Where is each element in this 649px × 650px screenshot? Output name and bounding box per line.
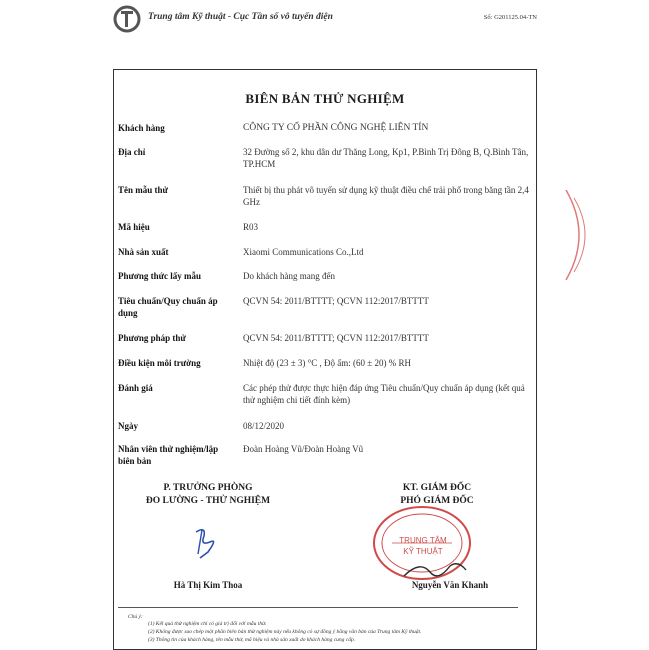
- left-signatory-title: [118, 482, 298, 508]
- document-number: Số: G201125.04-TN: [483, 14, 537, 21]
- center-name: Trung tâm Kỹ thuật - Cục Tần số vô tuyến điện: [148, 12, 333, 22]
- row-label: Mã hiệu: [118, 222, 150, 232]
- notes-heading: Chú ý:: [128, 614, 143, 620]
- notes-divider: [118, 607, 518, 608]
- row-value: CÔNG TY CỔ PHẦN CÔNG NGHỆ LIÊN TÍN: [243, 123, 429, 133]
- row-value: R03: [243, 222, 259, 232]
- left-handwritten-signature: [190, 522, 222, 562]
- adjacent-page-stamp-edge: [562, 190, 592, 280]
- stamp-line-1: TRUNG TÂM: [399, 536, 447, 545]
- row-label: Phương pháp thử: [118, 333, 186, 343]
- row-label: Phương thức lấy mẫu: [118, 271, 202, 281]
- left-title-line-2: ĐO LƯỜNG - THỬ NGHIỆM: [145, 496, 271, 506]
- row-value: Các phép thử được thực hiện đáp ứng Tiêu chuẩn/Quy chuẩn áp dụng (kết quả thử nghiệm chi tiết đính kèm): [243, 383, 525, 405]
- organization-logo-icon: [112, 5, 142, 33]
- note-item: (1) Kết quả thử nghiệm chỉ có giá trị đối với mẫu thử.: [148, 621, 267, 627]
- left-title-line-1: P. TRƯỞNG PHÒNG: [163, 483, 253, 493]
- report-title: BIÊN BẢN THỬ NGHIỆM: [245, 91, 405, 106]
- row-value: Nhiệt độ (23 ± 3) °C , Độ ẩm: (60 ± 20) % RH: [243, 358, 411, 368]
- row-value: Đoàn Hoàng Vũ/Đoàn Hoàng Vũ: [243, 444, 364, 454]
- right-title-line-2: PHÓ GIÁM ĐỐC: [400, 496, 474, 506]
- note-item: (2) Không được sao chép một phần biên bản thử nghiệm này nếu không có sự đồng ý bằng văn bản của Trung tâm Kỹ thuật.: [148, 629, 422, 635]
- left-signatory-name: Hà Thị Kim Thoa: [173, 580, 243, 590]
- stamp-line-2: KỸ THUẬT: [403, 547, 443, 556]
- row-label: Tiêu chuẩn/Quy chuẩn áp dụng: [118, 296, 218, 318]
- row-value: Do khách hàng mang đến: [243, 271, 335, 281]
- row-label: Tên mẫu thử: [118, 185, 168, 195]
- row-value: 32 Đường số 2, khu dân dư Thăng Long, Kp1, P.Bình Trị Đông B, Q.Bình Tân, TP.HCM: [243, 147, 529, 169]
- row-label: Nhà sản xuất: [118, 247, 169, 257]
- row-value: 08/12/2020: [243, 421, 285, 431]
- row-label: Ngày: [118, 421, 138, 431]
- right-signatory-name: Nguyễn Văn Khanh: [411, 580, 489, 590]
- row-label: Điều kiện môi trường: [118, 358, 201, 368]
- row-label: Nhân viên thử nghiệm/lập biên bản: [118, 444, 219, 466]
- note-item: (3) Thông tin của khách hàng, tên mẫu thử, mã hiệu và nhà sản xuất do khách hàng cung cấp.: [148, 637, 356, 643]
- stamp-text: [378, 535, 468, 557]
- row-value: QCVN 54: 2011/BTTTT; QCVN 112:2017/BTTTT: [243, 333, 429, 343]
- row-value: Xiaomi Communications Co.,Ltd: [243, 247, 364, 257]
- row-value: QCVN 54: 2011/BTTTT; QCVN 112:2017/BTTTT: [243, 296, 429, 306]
- row-value: Thiết bị thu phát vô tuyến sử dụng kỹ thuật điều chế trải phổ trong băng tần 2,4 GHz: [243, 185, 529, 207]
- row-label: Đánh giá: [118, 383, 153, 393]
- row-label: Địa chỉ: [118, 147, 146, 157]
- right-title-line-1: KT. GIÁM ĐỐC: [402, 483, 472, 493]
- row-label: Khách hàng: [118, 123, 165, 133]
